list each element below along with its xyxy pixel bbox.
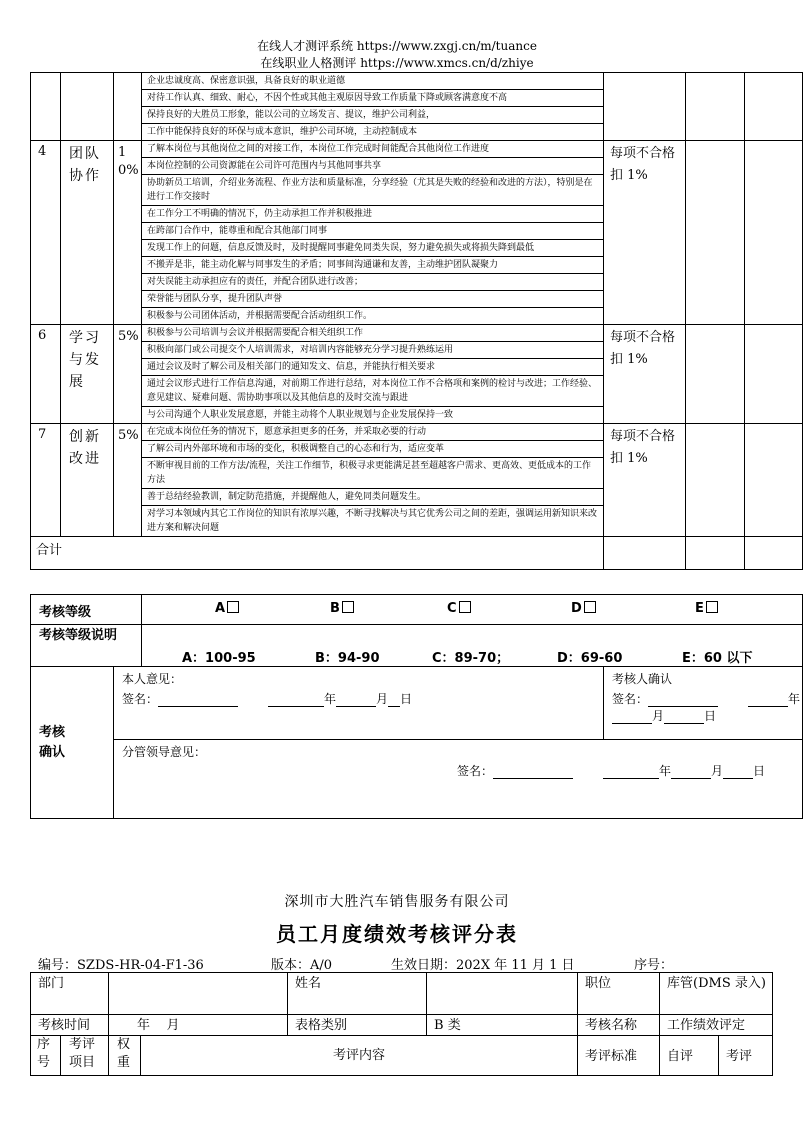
- grade-label: 考核等级: [31, 595, 142, 625]
- section-weight: [114, 73, 142, 141]
- sum-row: [31, 537, 803, 570]
- confirm-row-1: [31, 667, 803, 740]
- section-no: 4: [31, 141, 61, 325]
- grade-option-c[interactable]: C: [447, 601, 471, 616]
- section-review-score[interactable]: [745, 141, 803, 325]
- sum-criteria-cell[interactable]: [604, 537, 686, 570]
- sum-review-cell[interactable]: [745, 537, 803, 570]
- header-link-1[interactable]: 在线人才测评系统 https://www.zxgj.cn/m/tuance: [257, 39, 537, 53]
- section-weight: 10%: [114, 141, 142, 325]
- grade-desc-e: E：60 以下: [682, 651, 753, 666]
- grade-option-e[interactable]: E: [695, 601, 718, 616]
- content-item: 对学习本领域内其它工作岗位的知识有浓厚兴趣，不断寻找解决与其它优秀公司之间的差距，强调运用新知识来改进方案和解决问题: [147, 509, 598, 533]
- section-criteria: [604, 73, 686, 141]
- section-weight: 5%: [114, 424, 142, 537]
- self-sign-line[interactable]: [158, 706, 238, 707]
- grade-option-a[interactable]: A: [215, 601, 239, 616]
- section-contents: [142, 424, 604, 537]
- leader-opinion-cell[interactable]: 分管领导意见： 签名： 年 月 日: [114, 740, 803, 819]
- content-item: 了解公司内外部环境和市场的变化，积极调整自己的心态和行为，适应变革: [142, 441, 603, 458]
- confirm-label: 考核确认: [31, 667, 114, 819]
- type-label: 表格类别: [288, 1015, 427, 1036]
- section-item: [61, 73, 114, 141]
- section-item: 团队协作: [61, 141, 114, 325]
- reviewer-confirm-cell[interactable]: 考核人确认 签名： 年月 日: [604, 667, 803, 740]
- reviewer-month-line[interactable]: [612, 723, 652, 724]
- reviewer-day-line[interactable]: [664, 723, 704, 724]
- reviewer-sign-label: 签名：: [612, 692, 649, 706]
- section-review-score[interactable]: [745, 325, 803, 424]
- reviewer-year-line[interactable]: [748, 706, 788, 707]
- content-item: 与公司沟通个人职业发展意愿，并能主动将个人职业规划与企业发展保持一致: [147, 410, 454, 420]
- leader-year-line[interactable]: [603, 778, 659, 779]
- section-review-score[interactable]: [745, 73, 803, 141]
- section-no: [31, 73, 61, 141]
- leader-sign-label: 签名：: [457, 764, 494, 778]
- grade-row: [31, 595, 803, 625]
- content-item: 在跨部门合作中，能尊重和配合其他部门同事: [142, 223, 603, 240]
- dept-field[interactable]: [109, 973, 288, 1015]
- self-sign-label: 签名：: [122, 692, 159, 706]
- evaluation-table: [30, 72, 803, 819]
- section-criteria: 每项不合格扣 1%: [604, 424, 686, 537]
- section-contents: [142, 141, 604, 325]
- self-month-line[interactable]: [336, 706, 376, 707]
- checkbox-b-icon[interactable]: [342, 601, 354, 613]
- col-weight-header: 权重: [109, 1036, 141, 1076]
- col-content-header: 考评内容: [141, 1036, 578, 1076]
- content-item: 对待工作认真、细致、耐心，不因个性或其他主观原因导致工作质量下降或顾客满意度不高: [142, 90, 603, 107]
- content-item: 在完成本岗位任务的情况下，愿意承担更多的任务，并采取必要的行动: [142, 424, 603, 441]
- content-item: 企业忠诚度高、保密意识强，具备良好的职业道德: [142, 73, 603, 90]
- content-item: 不断审视目前的工作方法/流程，关注工作细节，积极寻求更能满足甚至超越客户需求、更高效、更低成本的工作方法: [142, 458, 603, 489]
- self-year-line[interactable]: [268, 706, 324, 707]
- leader-month-line[interactable]: [671, 778, 711, 779]
- period-label: 考核时间: [31, 1015, 109, 1036]
- col-no-header: 序号: [31, 1036, 61, 1076]
- grade-option-b[interactable]: B: [330, 601, 354, 616]
- form-header-table: [30, 972, 773, 1076]
- section-criteria: 每项不合格扣 1%: [604, 141, 686, 325]
- grade-desc-d: D：69-60: [557, 651, 623, 666]
- content-item: 积极参与公司团体活动，并根据需要配合活动组织工作。: [147, 311, 373, 321]
- content-item: 不搬弄是非，能主动化解与同事发生的矛盾；同事间沟通谦和友善，主动维护团队凝聚力: [142, 257, 603, 274]
- section-no: 7: [31, 424, 61, 537]
- section-item: 学习与发展: [61, 325, 114, 424]
- form-version: 版本：A/0: [271, 958, 333, 973]
- section-weight: 5%: [114, 325, 142, 424]
- section-self-score[interactable]: [686, 73, 745, 141]
- confirm-row-2: [31, 740, 803, 819]
- header-link-2[interactable]: 在线职业人格测评 https://www.xmcs.cn/d/zhiye: [260, 56, 534, 70]
- name-field[interactable]: [427, 973, 578, 1015]
- content-item: 通过会议及时了解公司及相关部门的通知发文、信息，并能执行相关要求: [142, 359, 603, 376]
- grade-desc-c: C：89-70；: [432, 651, 510, 666]
- content-item: 积极参与公司培训与会议并根据需要配合相关组织工作: [142, 325, 603, 342]
- page-header: [0, 38, 794, 72]
- exam-name-label: 考核名称: [578, 1015, 660, 1036]
- content-item: 发现工作上的问题，信息反馈及时，及时提醒同事避免同类失误，努力避免损失或将损失降到最低: [142, 240, 603, 257]
- position-value: 库管(DMS 录入): [660, 973, 773, 1015]
- section-self-score[interactable]: [686, 424, 745, 537]
- col-item-header: 考评项目: [61, 1036, 109, 1076]
- form-title: 员工月度绩效考核评分表: [276, 922, 518, 946]
- grade-desc-row: [31, 625, 803, 667]
- content-item: 本岗位控制的公司资源能在公司许可范围内与其他同事共享: [142, 158, 603, 175]
- col-criteria-header: 考评标准: [578, 1036, 660, 1076]
- reviewer-sign-line[interactable]: [648, 706, 718, 707]
- leader-day-line[interactable]: [723, 778, 753, 779]
- content-item: 保持良好的大胜员工形象，能以公司的立场发言、提议，维护公司利益，: [142, 107, 603, 124]
- grade-desc-label: 考核等级说明: [31, 625, 142, 667]
- checkbox-a-icon[interactable]: [227, 601, 239, 613]
- section-item: 创新改进: [61, 424, 114, 537]
- reviewer-label: 考核人确认: [612, 672, 673, 686]
- grade-desc-a: A：100-95: [182, 651, 256, 666]
- section-contents: [142, 73, 604, 141]
- name-label: 姓名: [288, 973, 427, 1015]
- content-item: 荣誉能与团队分享，提升团队声誉: [142, 291, 603, 308]
- type-value: B 类: [427, 1015, 578, 1036]
- checkbox-c-icon[interactable]: [459, 601, 471, 613]
- content-item: 积极向部门或公司提交个人培训需求，对培训内容能够充分学习提升熟练运用: [142, 342, 603, 359]
- section-row: [31, 141, 803, 325]
- content-item: 协助新员工培训，介绍业务流程、作业方法和质量标准，分享经验（尤其是失败的经验和改进的方法），特别是在进行工作交接时: [142, 175, 603, 206]
- period-value[interactable]: 年 月: [109, 1015, 288, 1036]
- form-code: 编号：SZDS-HR-04-F1-36: [38, 958, 204, 973]
- grade-option-d[interactable]: D: [571, 601, 596, 616]
- company-name: 深圳市大胜汽车销售服务有限公司: [284, 894, 510, 910]
- dept-label: 部门: [31, 973, 109, 1015]
- section-row: [31, 73, 803, 141]
- section-review-score[interactable]: [745, 424, 803, 537]
- position-label: 职位: [578, 973, 660, 1015]
- content-item: 在工作分工不明确的情况下，仍主动承担工作并积极推进: [142, 206, 603, 223]
- content-item: 善于总结经验教训，制定防范措施，并提醒他人，避免同类问题发生。: [142, 489, 603, 506]
- leader-opinion-label: 分管领导意见：: [122, 745, 207, 759]
- self-opinion-label: 本人意见：: [122, 672, 183, 686]
- leader-sign-line[interactable]: [493, 778, 573, 779]
- checkbox-d-icon[interactable]: [584, 601, 596, 613]
- sum-self-cell[interactable]: [686, 537, 745, 570]
- self-opinion-cell[interactable]: 本人意见： 签名： 年 月 日: [114, 667, 604, 740]
- section-row: [31, 325, 803, 424]
- content-item: 通过会议形式进行工作信息沟通，对前期工作进行总结，对本岗位工作不合格项和案例的检讨与改进；工作经验、意见建议、疑难问题、需协助事项以及其他信息的及时交流与跟进: [142, 376, 603, 407]
- section-row: [31, 424, 803, 537]
- col-self-header: 自评: [660, 1036, 719, 1076]
- exam-name-value: 工作绩效评定: [660, 1015, 773, 1036]
- col-review-header: 考评: [719, 1036, 773, 1076]
- section-contents: [142, 325, 604, 424]
- form-seq: 序号：: [634, 958, 674, 973]
- section-criteria: 每项不合格扣 1%: [604, 325, 686, 424]
- self-day-line[interactable]: [388, 706, 400, 707]
- section-no: 6: [31, 325, 61, 424]
- content-item: 了解本岗位与其他岗位之间的对接工作，本岗位工作完成时间能配合其他岗位工作进度: [142, 141, 603, 158]
- form-effective-date: 生效日期：202X 年 11 月 1 日: [391, 958, 575, 973]
- sum-label: 合计: [31, 537, 604, 570]
- section-self-score[interactable]: [686, 141, 745, 325]
- checkbox-e-icon[interactable]: [706, 601, 718, 613]
- grade-desc-b: B：94-90: [315, 651, 380, 666]
- content-item: 对失误能主动承担应有的责任，并配合团队进行改善；: [142, 274, 603, 291]
- section-self-score[interactable]: [686, 325, 745, 424]
- content-item: 工作中能保持良好的环保与成本意识，维护公司环境，主动控制成本: [147, 127, 418, 137]
